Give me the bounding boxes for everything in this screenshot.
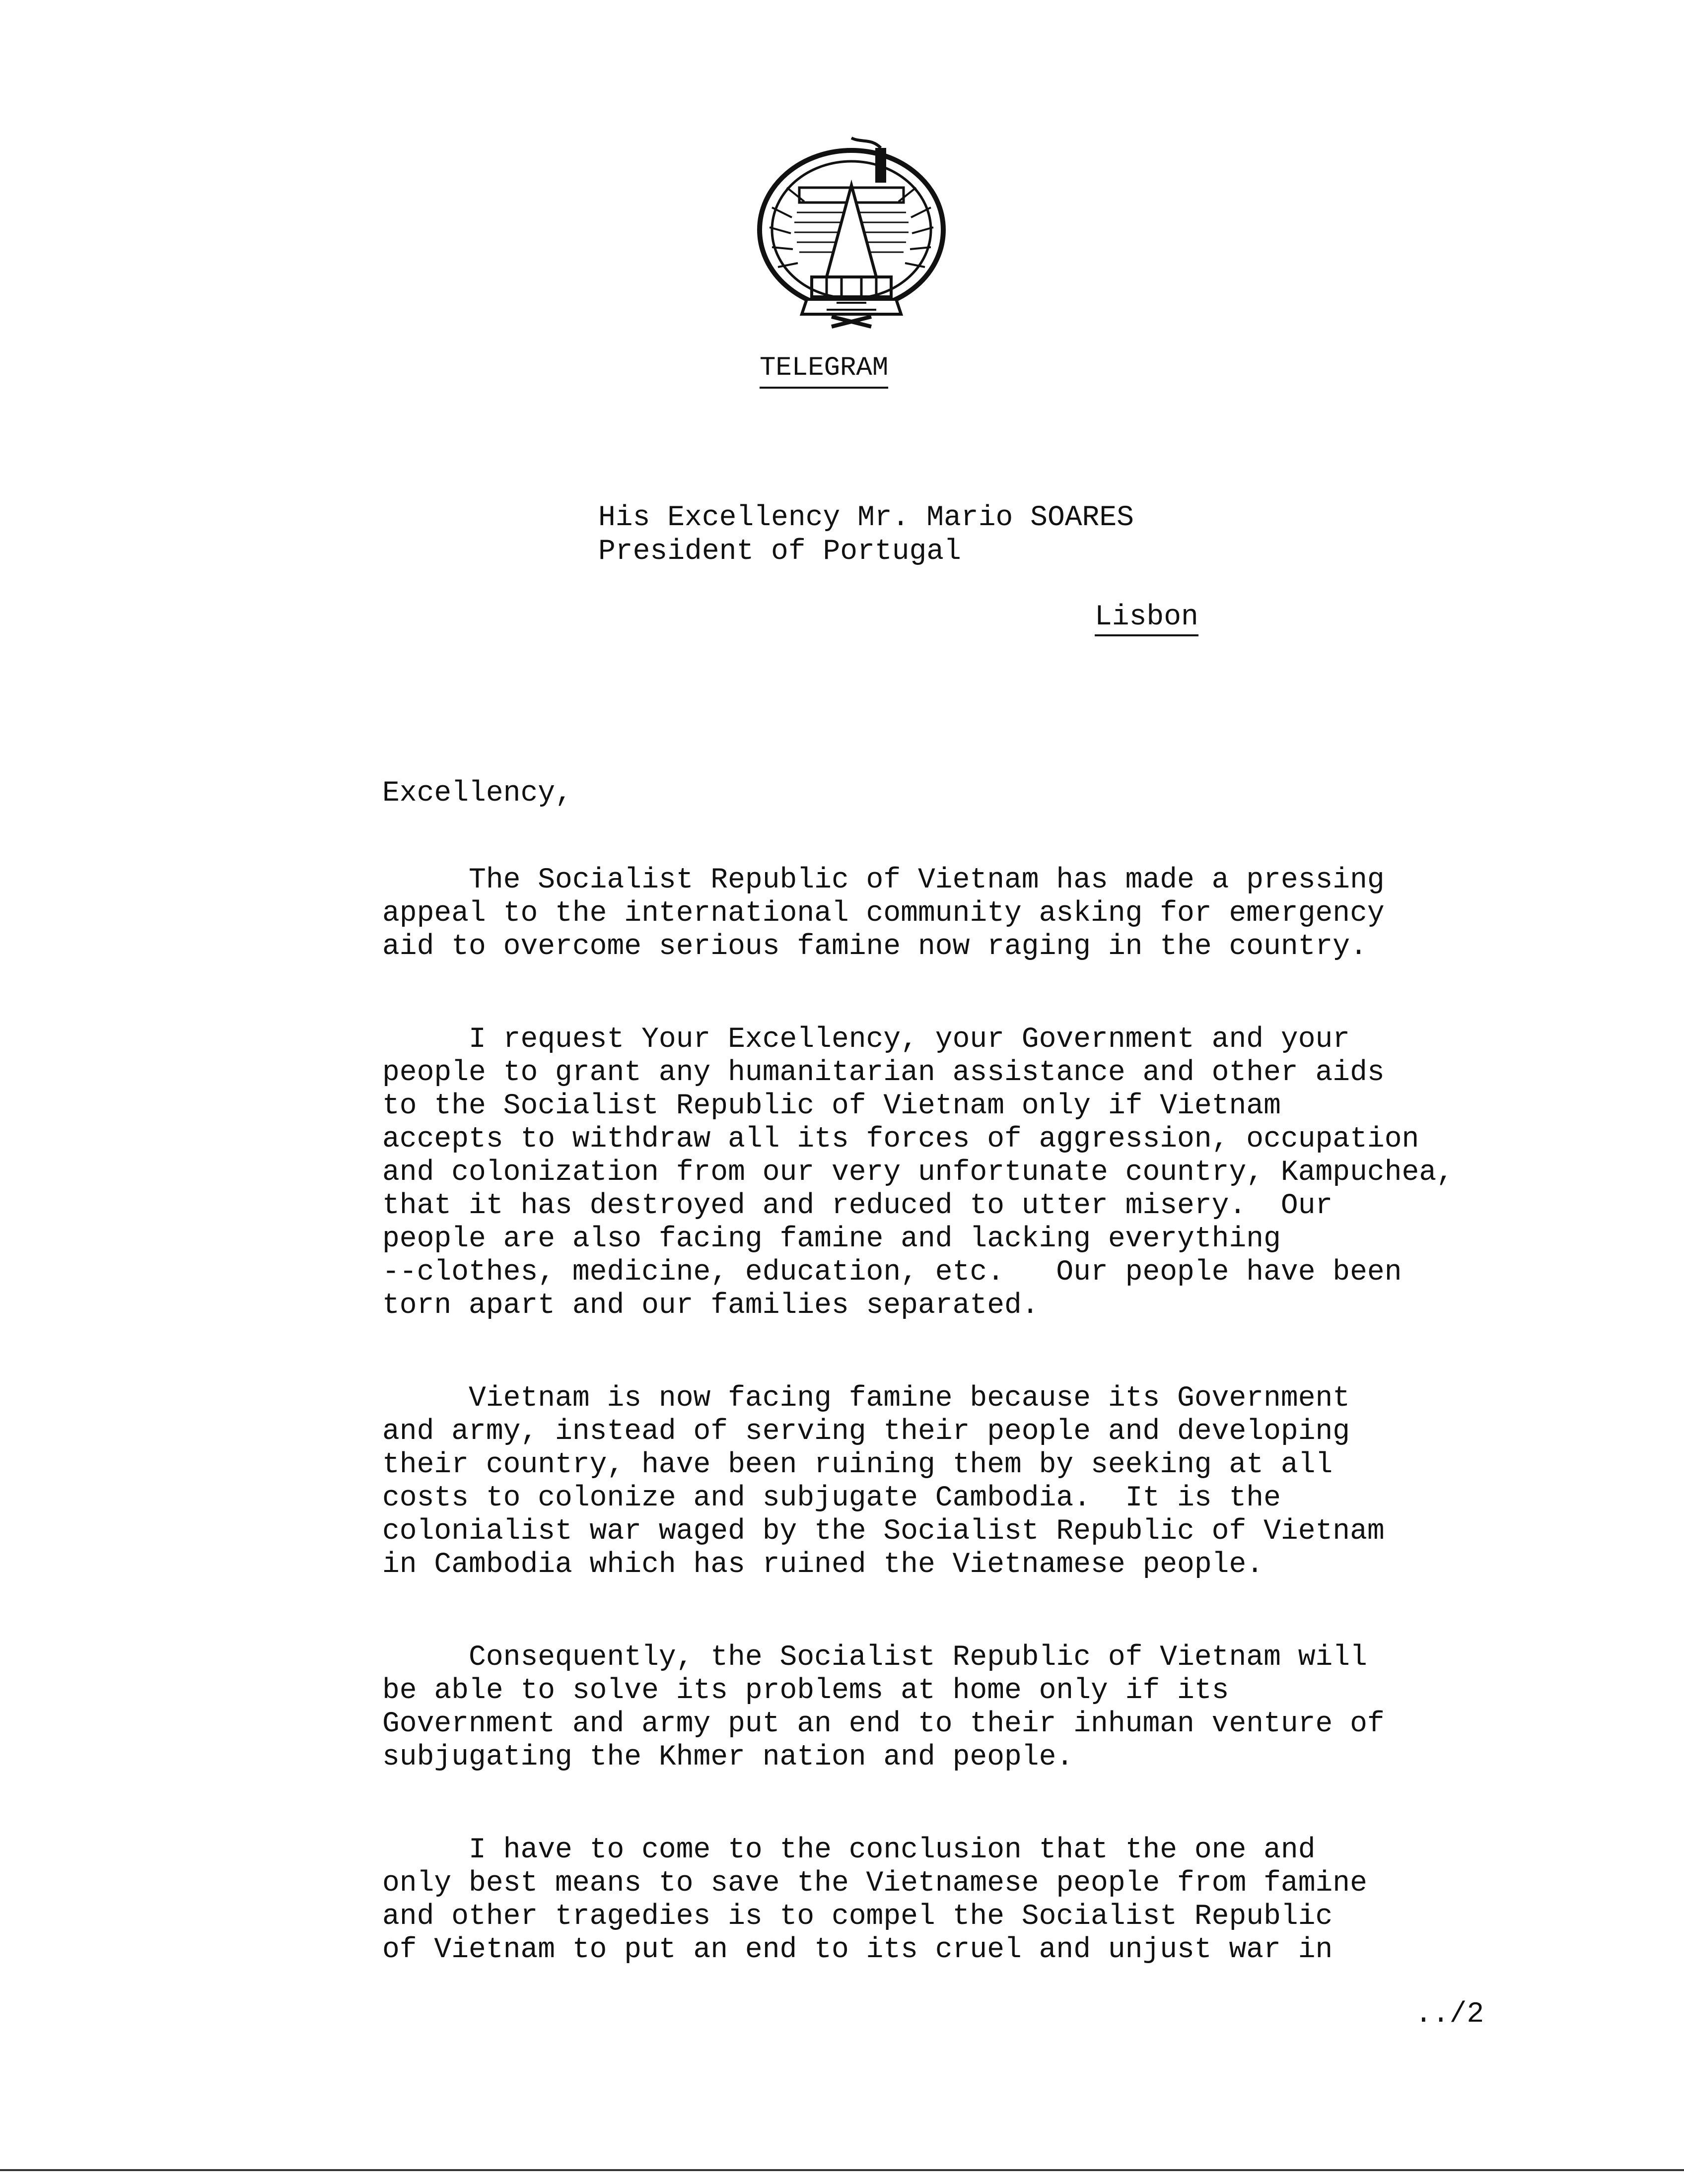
- addressee-title: President of Portugal: [598, 536, 961, 568]
- page-number: ../2: [1415, 1998, 1484, 2031]
- addressee-city: Lisbon: [1095, 601, 1198, 636]
- paragraph: I have to come to the conclusion that the one and only best means to save the Vietnamese people from famine and other tragedies is to compel the Socialist Republic of Vietnam to put an end to its cruel and unjust war in: [382, 1834, 1367, 1966]
- salutation: Excellency,: [382, 777, 572, 810]
- paragraph: Vietnam is now facing famine because its Government and army, instead of serving their people and developing their country, have been ruining them by seeking at all costs to colonize and subjugate Cambodia. It is the colonialist war waged by the Socialist Republic of Vietnam in Cambodia which has ruined the Vietnamese people.: [382, 1382, 1385, 1581]
- paragraph: Consequently, the Socialist Republic of Vietnam will be able to solve its problems at home only if its Government and army put an end to their inhuman venture of subjugating the Khmer nation and people.: [382, 1641, 1385, 1774]
- letter-body: [382, 864, 1653, 2026]
- addressee-block: [598, 501, 1134, 569]
- bottom-divider: [0, 2169, 1684, 2171]
- document-title: TELEGRAM: [760, 351, 888, 389]
- kampuchea-coat-of-arms-icon: [752, 128, 951, 332]
- paragraph: I request Your Excellency, your Government and your people to grant any humanitarian assistance and other aids to the Socialist Republic of Vietnam only if Vietnam accepts to withdraw all its forces of aggression, occupation and colonization from our very unfortunate country, Kampuchea, that it has destroyed and reduced to utter misery. Our people are also facing famine and lacking everything --clothes, medicine, education, etc. Our people have been torn apart and our families separated.: [382, 1024, 1454, 1322]
- addressee-name: His Excellency Mr. Mario SOARES: [598, 502, 1134, 534]
- paragraph: The Socialist Republic of Vietnam has made a pressing appeal to the international community asking for emergency aid to overcome serious famine now raging in the country.: [382, 864, 1385, 963]
